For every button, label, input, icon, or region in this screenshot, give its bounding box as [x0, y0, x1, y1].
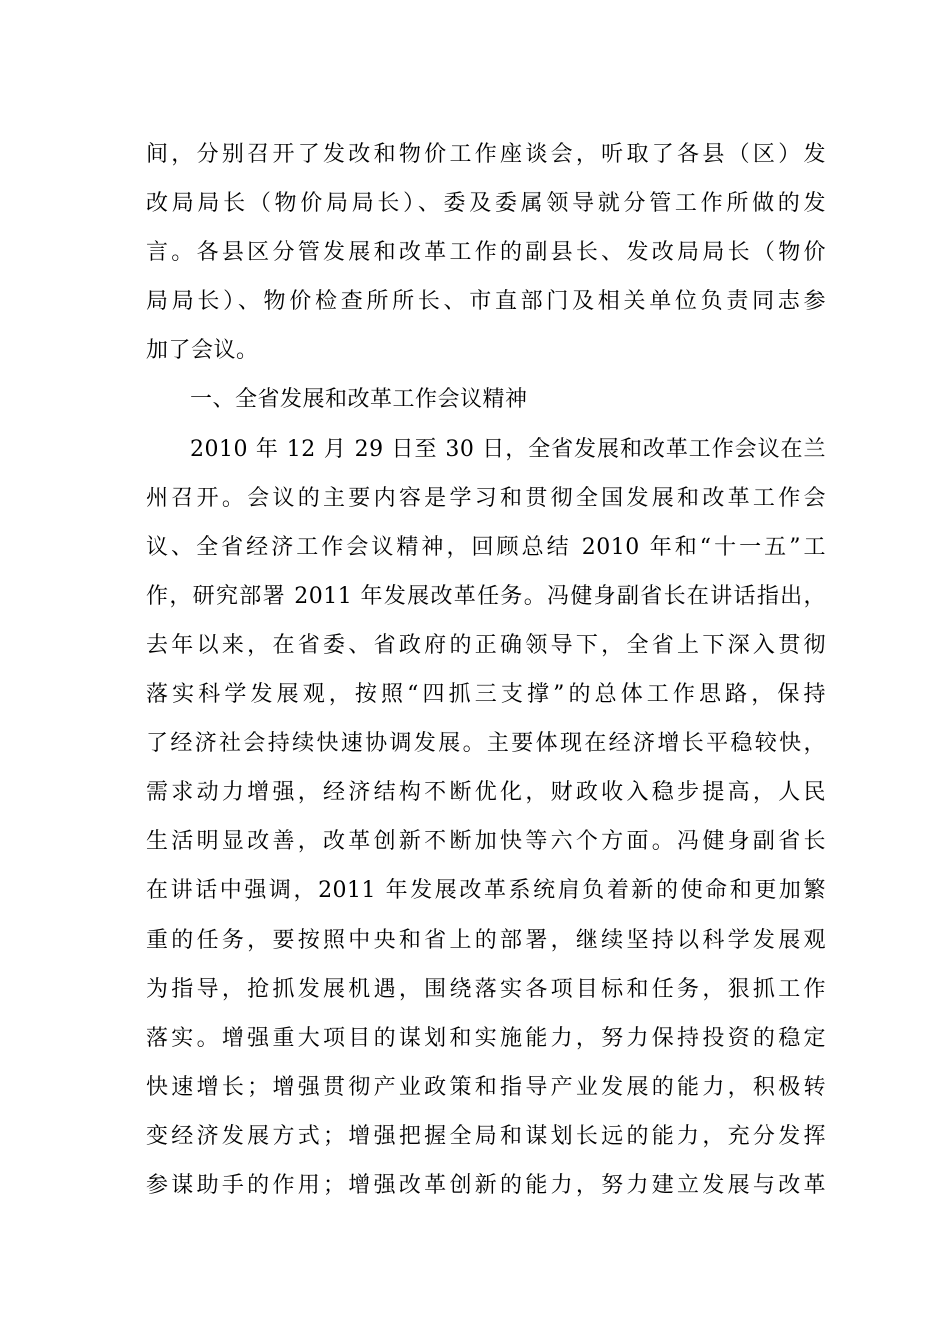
- text-line: 快速增长；增强贯彻产业政策和指导产业发展的能力，积极转: [146, 1074, 826, 1100]
- text-line: 在讲话中强调，2011 年发展改革系统肩负着新的使命和更加繁: [146, 878, 826, 904]
- text-line: 了经济社会持续快速协调发展。主要体现在经济增长平稳较快，: [146, 731, 826, 757]
- text-line: 落实。增强重大项目的谋划和实施能力，努力保持投资的稳定: [146, 1025, 826, 1051]
- text-line: 加了会议。: [146, 338, 259, 364]
- text-line: 重的任务，要按照中央和省上的部署，继续坚持以科学发展观: [146, 927, 826, 953]
- text-line: 改局局长（物价局局长）、委及委属领导就分管工作所做的发: [146, 191, 826, 217]
- text-line: 为指导，抢抓发展机遇，围绕落实各项目标和任务，狠抓工作: [146, 976, 826, 1002]
- text-line: 2010 年 12 月 29 日至 30 日，全省发展和改革工作会议在兰: [190, 436, 826, 462]
- text-line: 作，研究部署 2011 年发展改革任务。冯健身副省长在讲话指出，: [146, 583, 826, 609]
- text-line: 变经济发展方式；增强把握全局和谋划长远的能力，充分发挥: [146, 1123, 826, 1149]
- text-line: 州召开。会议的主要内容是学习和贯彻全国发展和改革工作会: [146, 485, 826, 511]
- text-line: 言。各县区分管发展和改革工作的副县长、发改局局长（物价: [146, 240, 826, 266]
- text-line: 议、全省经济工作会议精神，回顾总结 2010 年和“十一五”工: [146, 534, 826, 560]
- text-line: 需求动力增强，经济结构不断优化，财政收入稳步提高，人民: [146, 780, 826, 806]
- text-line: 间，分别召开了发改和物价工作座谈会，听取了各县（区）发: [146, 142, 826, 167]
- text-line: 生活明显改善，改革创新不断加快等六个方面。冯健身副省长: [146, 829, 826, 855]
- text-line: 局局长）、物价检查所所长、市直部门及相关单位负责同志参: [146, 289, 826, 315]
- section-heading: 一、全省发展和改革工作会议精神: [190, 387, 528, 413]
- text-line: 去年以来，在省委、省政府的正确领导下，全省上下深入贯彻: [146, 632, 826, 658]
- text-line: 参谋助手的作用；增强改革创新的能力，努力建立发展与改革: [146, 1172, 826, 1198]
- text-line: 落实科学发展观，按照“四抓三支撑”的总体工作思路，保持: [146, 682, 826, 708]
- body-text: [146, 130, 826, 1210]
